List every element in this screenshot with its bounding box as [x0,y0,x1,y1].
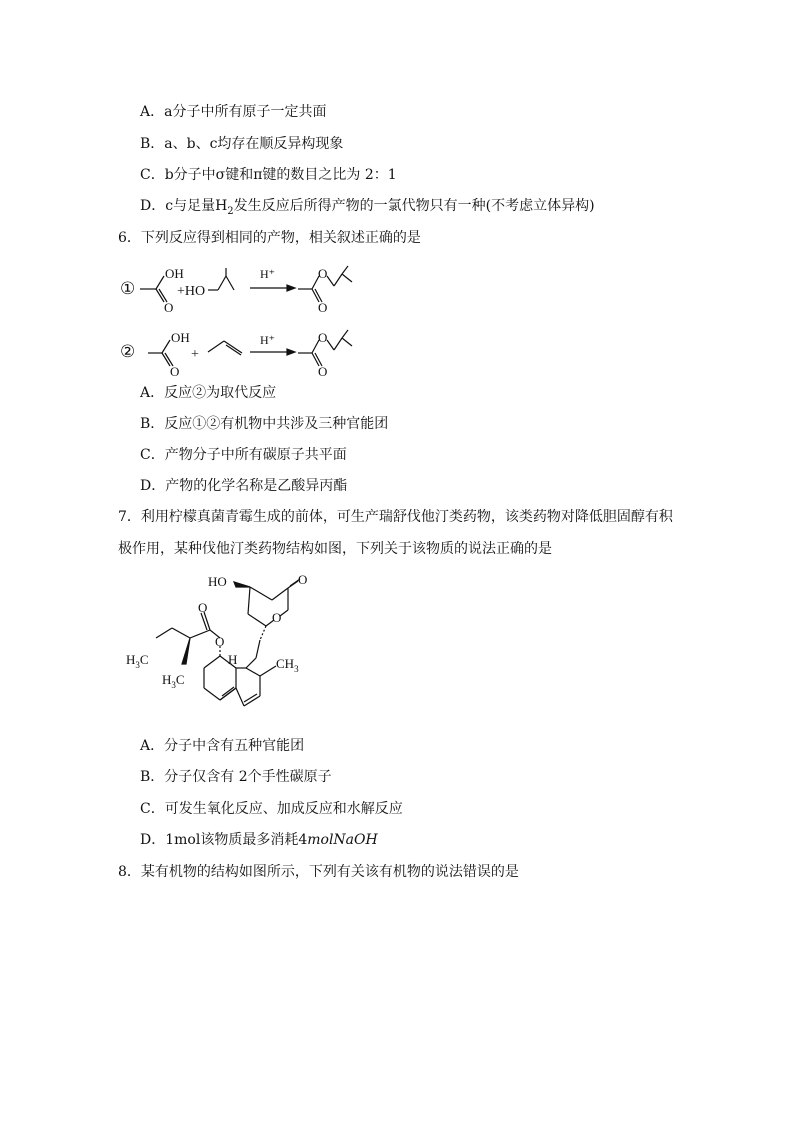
statin-h-label: H [228,652,238,667]
isopropanol-plus-ho: +HO [177,284,206,299]
q7-option-b: B．分子仅含有 2个手性碳原子 [140,769,332,785]
product-1-ester-o: O [318,266,328,281]
isopropanol-structure [208,268,234,290]
acetic-acid-o-2: O [170,364,180,378]
q7-option-d-pre: D．1mol该物质最多消耗4 [140,832,308,848]
acetic-acid-oh: OH [165,266,184,281]
propene-structure [208,341,242,355]
reaction-2-number: ② [120,342,136,361]
statin-structure-diagram [120,568,320,728]
statin-h3c-2-label: $H_3C$ [162,672,185,690]
statin-ester-carbonyl-o-label: O [198,600,208,615]
acetic-acid-structure-2 [148,340,173,366]
q6-option-a: A．反应②为取代反应 [140,385,277,401]
q6-option-c: C．产物分子中所有碳原子共平面 [140,447,347,463]
q7-stem-line-1: 7．利用柠檬真菌青霉生成的前体，可生产瑞舒伐他汀类药物，该类药物对降低胆固醇有积 [118,509,673,525]
q7-stem-line-2: 极作用，某种伐他汀类药物结构如图，下列关于该物质的说法正确的是 [118,541,552,557]
reaction-1-number: ① [120,279,136,298]
q5-option-c: C．b分子中σ键和π键的数目之比为 2：1 [140,167,397,183]
product-2-carbonyl-o: O [318,364,328,378]
q5-option-d [140,196,595,218]
statin-ho-label: HO [208,574,227,589]
reaction-2-arrow [250,349,295,355]
q5-option-b: B．a、b、c均存在顺反异构现象 [140,136,344,152]
q7-option-d [140,830,378,850]
reaction-1-arrow [250,285,295,291]
acetic-acid-o: O [164,300,174,314]
q5-option-d-sub: 2 [227,206,234,217]
statin-ch3-label: $CH_3$ [276,656,299,674]
product-1-carbonyl-o: O [318,300,328,314]
reaction-2-diagram [112,322,372,378]
q8-stem: 8．某有机物的结构如图所示，下列有关该有机物的说法错误的是 [118,864,519,880]
q6-option-b: B．反应①②有机物中共涉及三种官能团 [140,416,389,432]
statin-ester-o-label: O [215,634,225,649]
reaction-2-plus: + [191,347,199,362]
reaction-2-catalyst: H⁺ [260,333,275,347]
q5-option-d-pre: D．c与足量H [140,198,228,214]
q5-option-a: A．a分子中所有原子一定共面 [140,104,327,120]
statin-h3c-1-label: $H_3C$ [126,652,149,670]
statin-carbonyl-o-label: O [298,572,308,587]
q5-option-d-post: 发生反应后所得产物的一氯代物只有一种(不考虑立体异构) [233,198,595,214]
reaction-1-catalyst: H⁺ [260,267,275,281]
statin-ring-o-label: O [272,610,282,625]
q6-option-d: D．产物的化学名称是乙酸异丙酯 [140,478,348,494]
product-2-ester-o: O [318,330,328,345]
q7-option-a: A．分子中含有五种官能团 [140,738,305,754]
acetic-acid-oh-2: OH [171,330,190,345]
acetic-acid-structure [140,276,167,302]
reaction-1-diagram [112,258,372,314]
q6-stem: 6．下列反应得到相同的产物，相关叙述正确的是 [118,230,421,246]
q7-option-c: C．可发生氧化反应、加成反应和水解反应 [140,801,403,817]
q7-option-d-italic: molNaOH [307,832,378,848]
